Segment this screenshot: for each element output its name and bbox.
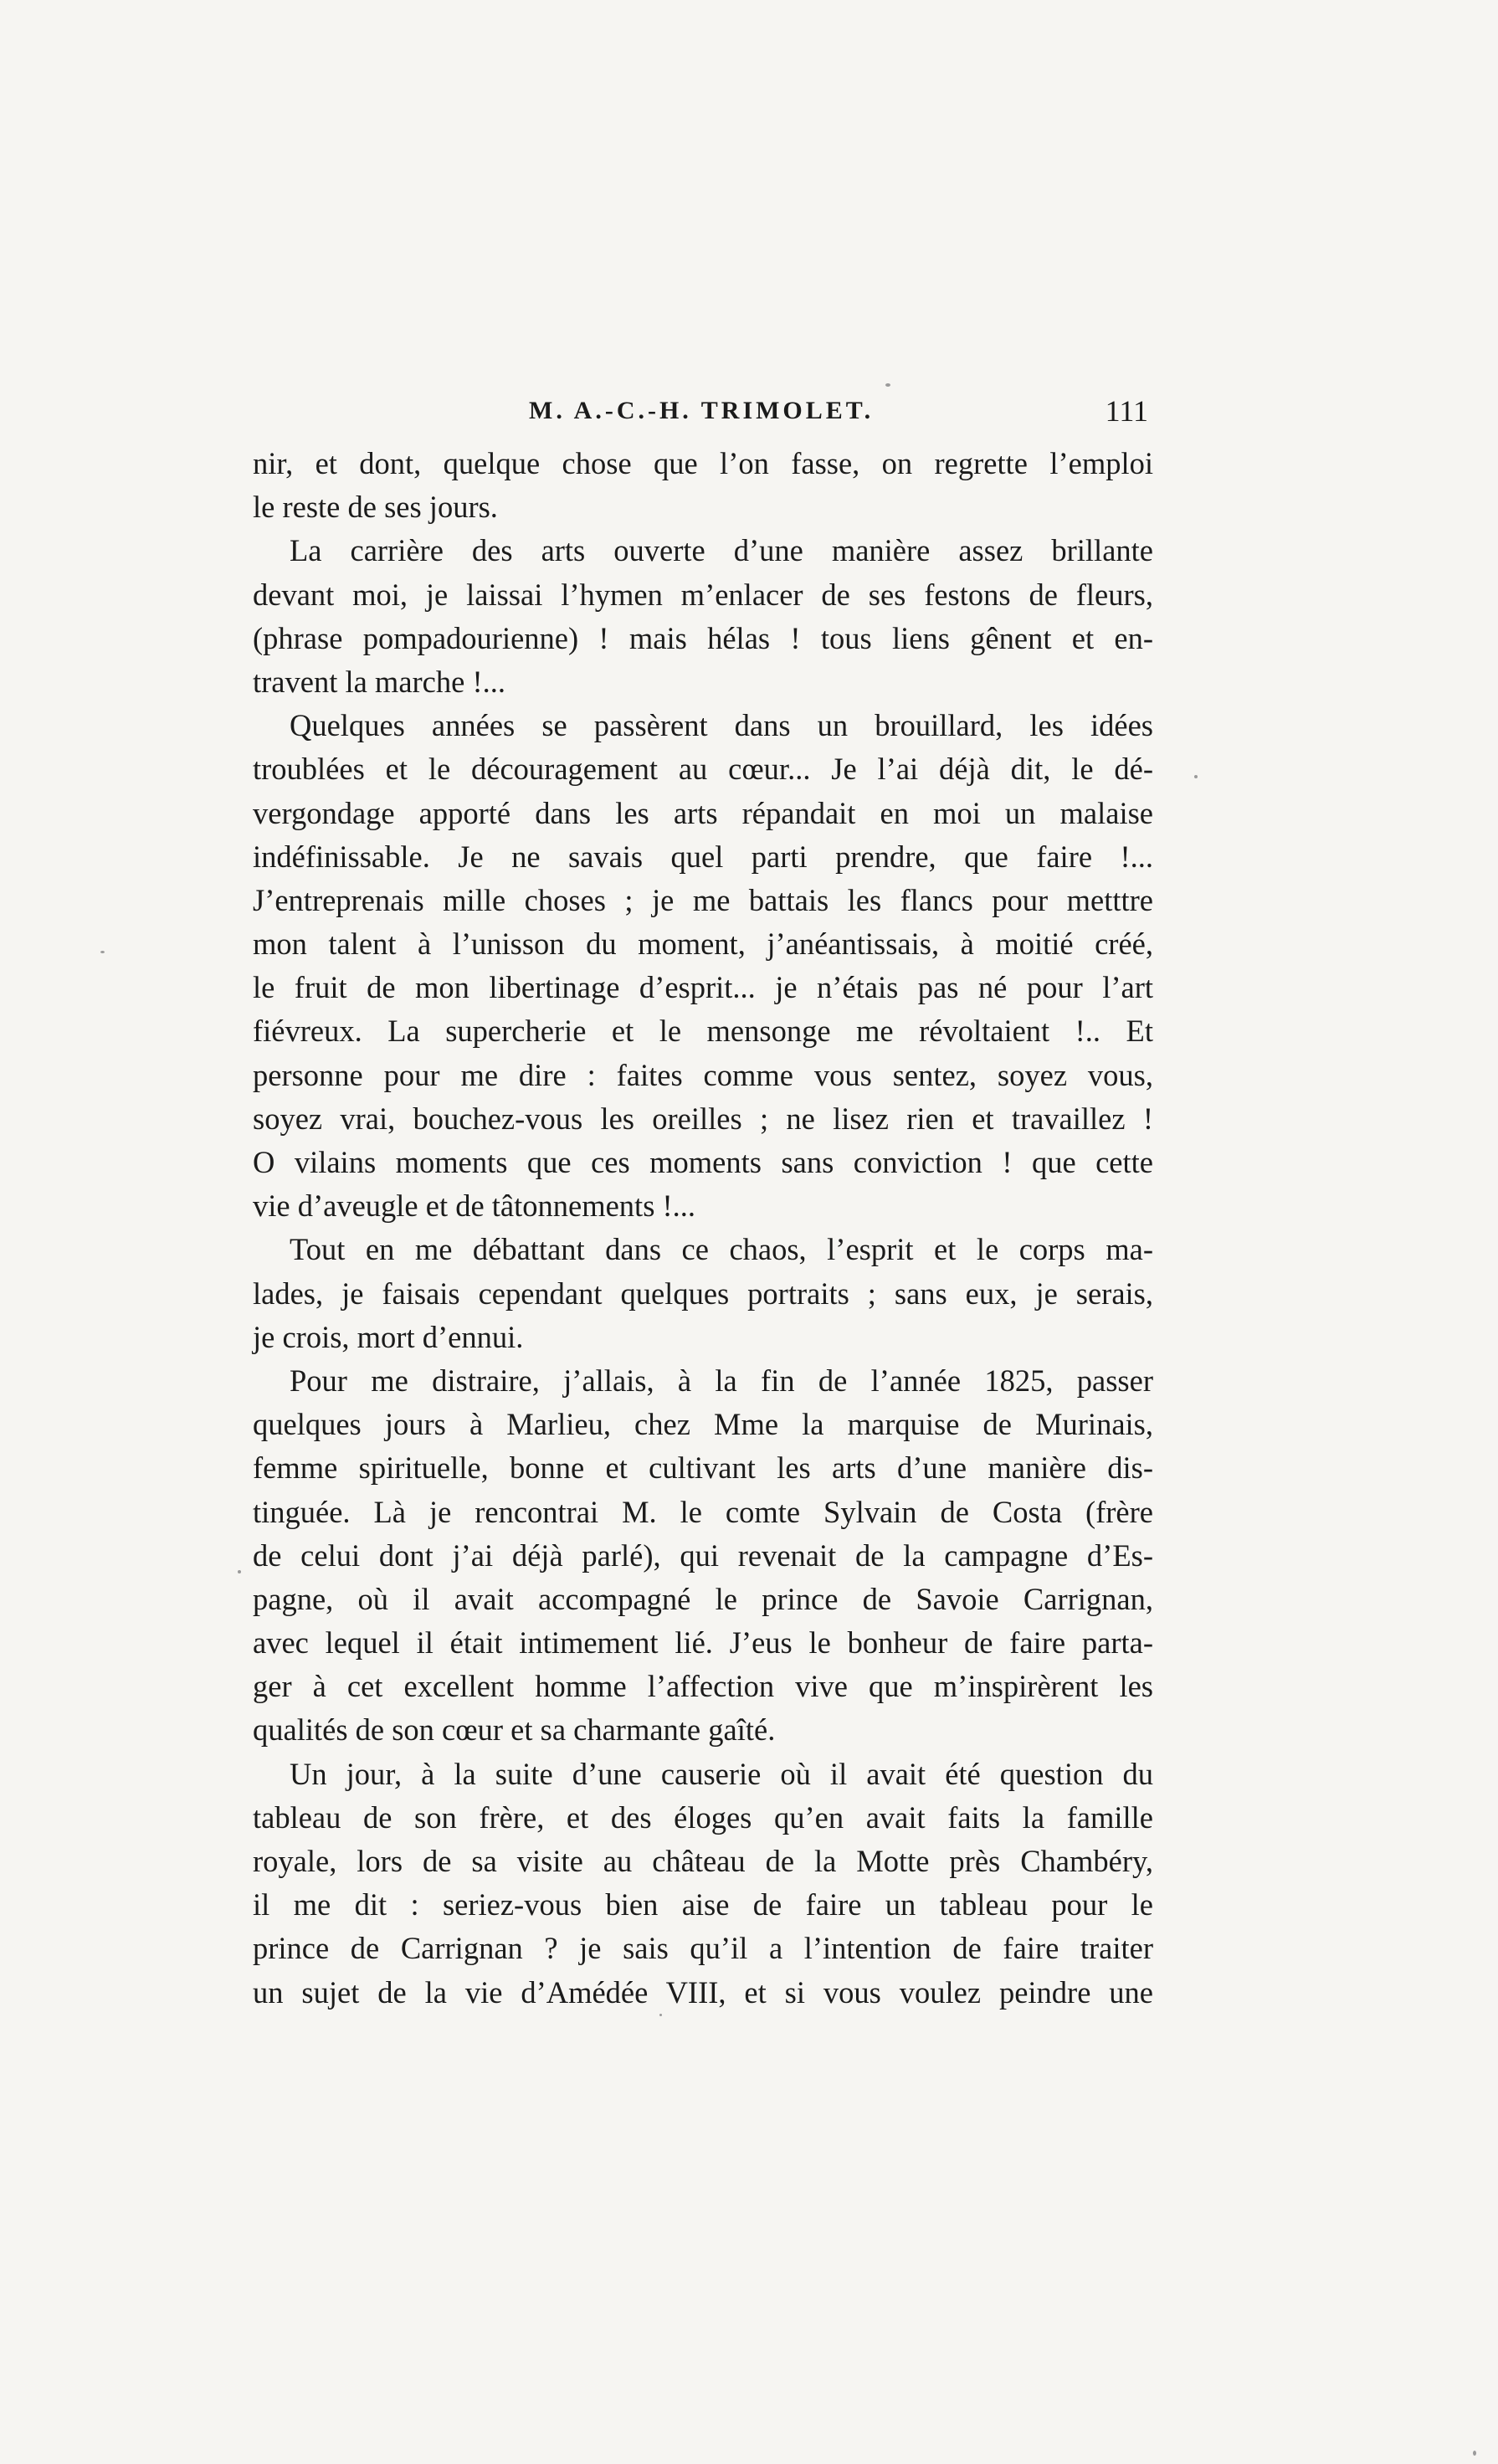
text-line: J’entreprenais mille choses ; je me battais les flancs pour metttre	[253, 882, 1153, 917]
paper-speck	[659, 2014, 662, 2016]
text-line: le reste de ses jours.	[253, 490, 498, 525]
text-line: vie d’aveugle et de tâtonnements !...	[253, 1188, 696, 1224]
text-line: (phrase pompadourienne) ! mais hélas ! tous liens gênent et en-	[253, 620, 1153, 655]
text-line: femme spirituelle, bonne et cultivant les arts d’une manière dis-	[253, 1450, 1153, 1486]
text-line: Un jour, à la suite d’une causerie où il avait été question du	[290, 1756, 1153, 1791]
body-text	[253, 442, 1153, 2015]
text-line: je crois, mort d’ennui.	[253, 1319, 524, 1354]
text-line: indéfinissable. Je ne savais quel parti prendre, que faire !...	[253, 839, 1153, 874]
text-line: mon talent à l’unisson du moment, j’anéantissais, à moitié créé,	[253, 927, 1153, 962]
text-line: un sujet de la vie d’Amédée VIII, et si vous voulez peindre une	[253, 1974, 1153, 2010]
text-line: qualités de son cœur et sa charmante gaîté.	[253, 1712, 776, 1748]
text-line: La carrière des arts ouverte d’une manière assez brillante	[290, 533, 1153, 568]
text-line: ger à cet excellent homme l’affection vive que m’inspirèrent les	[253, 1669, 1153, 1704]
text-line: troublées et le découragement au cœur... Je l’ai déjà dit, le dé-	[253, 752, 1153, 787]
text-line: royale, lors de sa visite au château de la Motte près Chambéry,	[253, 1844, 1153, 1878]
running-title: M. A.-C.-H. TRIMOLET.	[529, 397, 875, 424]
paper-speck	[1194, 775, 1198, 778]
text-line: devant moi, je laissai l’hymen m’enlacer de ses festons de fleurs,	[253, 577, 1153, 612]
text-line: vergondage apporté dans les arts répandait en moi un malaise	[253, 795, 1153, 830]
text-line: O vilains moments que ces moments sans conviction ! que cette	[253, 1145, 1153, 1179]
page-number: 111	[1105, 394, 1148, 428]
text-line: nir, et dont, quelque chose que l’on fasse, on regrette l’emploi	[253, 446, 1153, 480]
text-line: avec lequel il était intimement lié. J’eus le bonheur de faire parta-	[253, 1625, 1153, 1661]
text-line: tinguée. Là je rencontrai M. le comte Sylvain de Costa (frère	[253, 1494, 1153, 1529]
text-line: pagne, où il avait accompagné le prince de Savoie Carrignan,	[253, 1581, 1153, 1616]
text-line: prince de Carrignan ? je sais qu’il a l’intention de faire traiter	[253, 1931, 1153, 1966]
text-line: fiévreux. La supercherie et le mensonge me révoltaient !.. Et	[253, 1014, 1153, 1049]
paper-speck	[1473, 2451, 1476, 2456]
text-line: Pour me distraire, j’allais, à la fin de l’année 1825, passer	[290, 1363, 1153, 1398]
text-line: Quelques années se passèrent dans un brouillard, les idées	[290, 708, 1153, 743]
text-line: lades, je faisais cependant quelques portraits ; sans eux, je serais,	[253, 1276, 1153, 1311]
text-line: personne pour me dire : faites comme vous sentez, soyez vous,	[253, 1057, 1153, 1092]
text-line: de celui dont j’ai déjà parlé), qui revenait de la campagne d’Es-	[253, 1537, 1153, 1573]
text-line: tableau de son frère, et des éloges qu’en avait faits la famille	[253, 1799, 1153, 1835]
text-line: travent la marche !...	[253, 664, 505, 699]
paper-speck	[885, 383, 890, 387]
text-line: il me dit : seriez-vous bien aise de faire un tableau pour le	[253, 1887, 1153, 1922]
text-line: Tout en me débattant dans ce chaos, l’esprit et le corps ma-	[290, 1232, 1153, 1267]
paper-speck	[100, 951, 105, 953]
text-line: soyez vrai, bouchez-vous les oreilles ; ne lisez rien et travaillez !	[253, 1101, 1153, 1136]
paper-speck	[238, 1570, 241, 1573]
running-head	[529, 394, 1148, 439]
text-line: le fruit de mon libertinage d’esprit... je n’étais pas né pour l’art	[253, 970, 1153, 1005]
text-line: quelques jours à Marlieu, chez Mme la marquise de Murinais,	[253, 1407, 1153, 1442]
